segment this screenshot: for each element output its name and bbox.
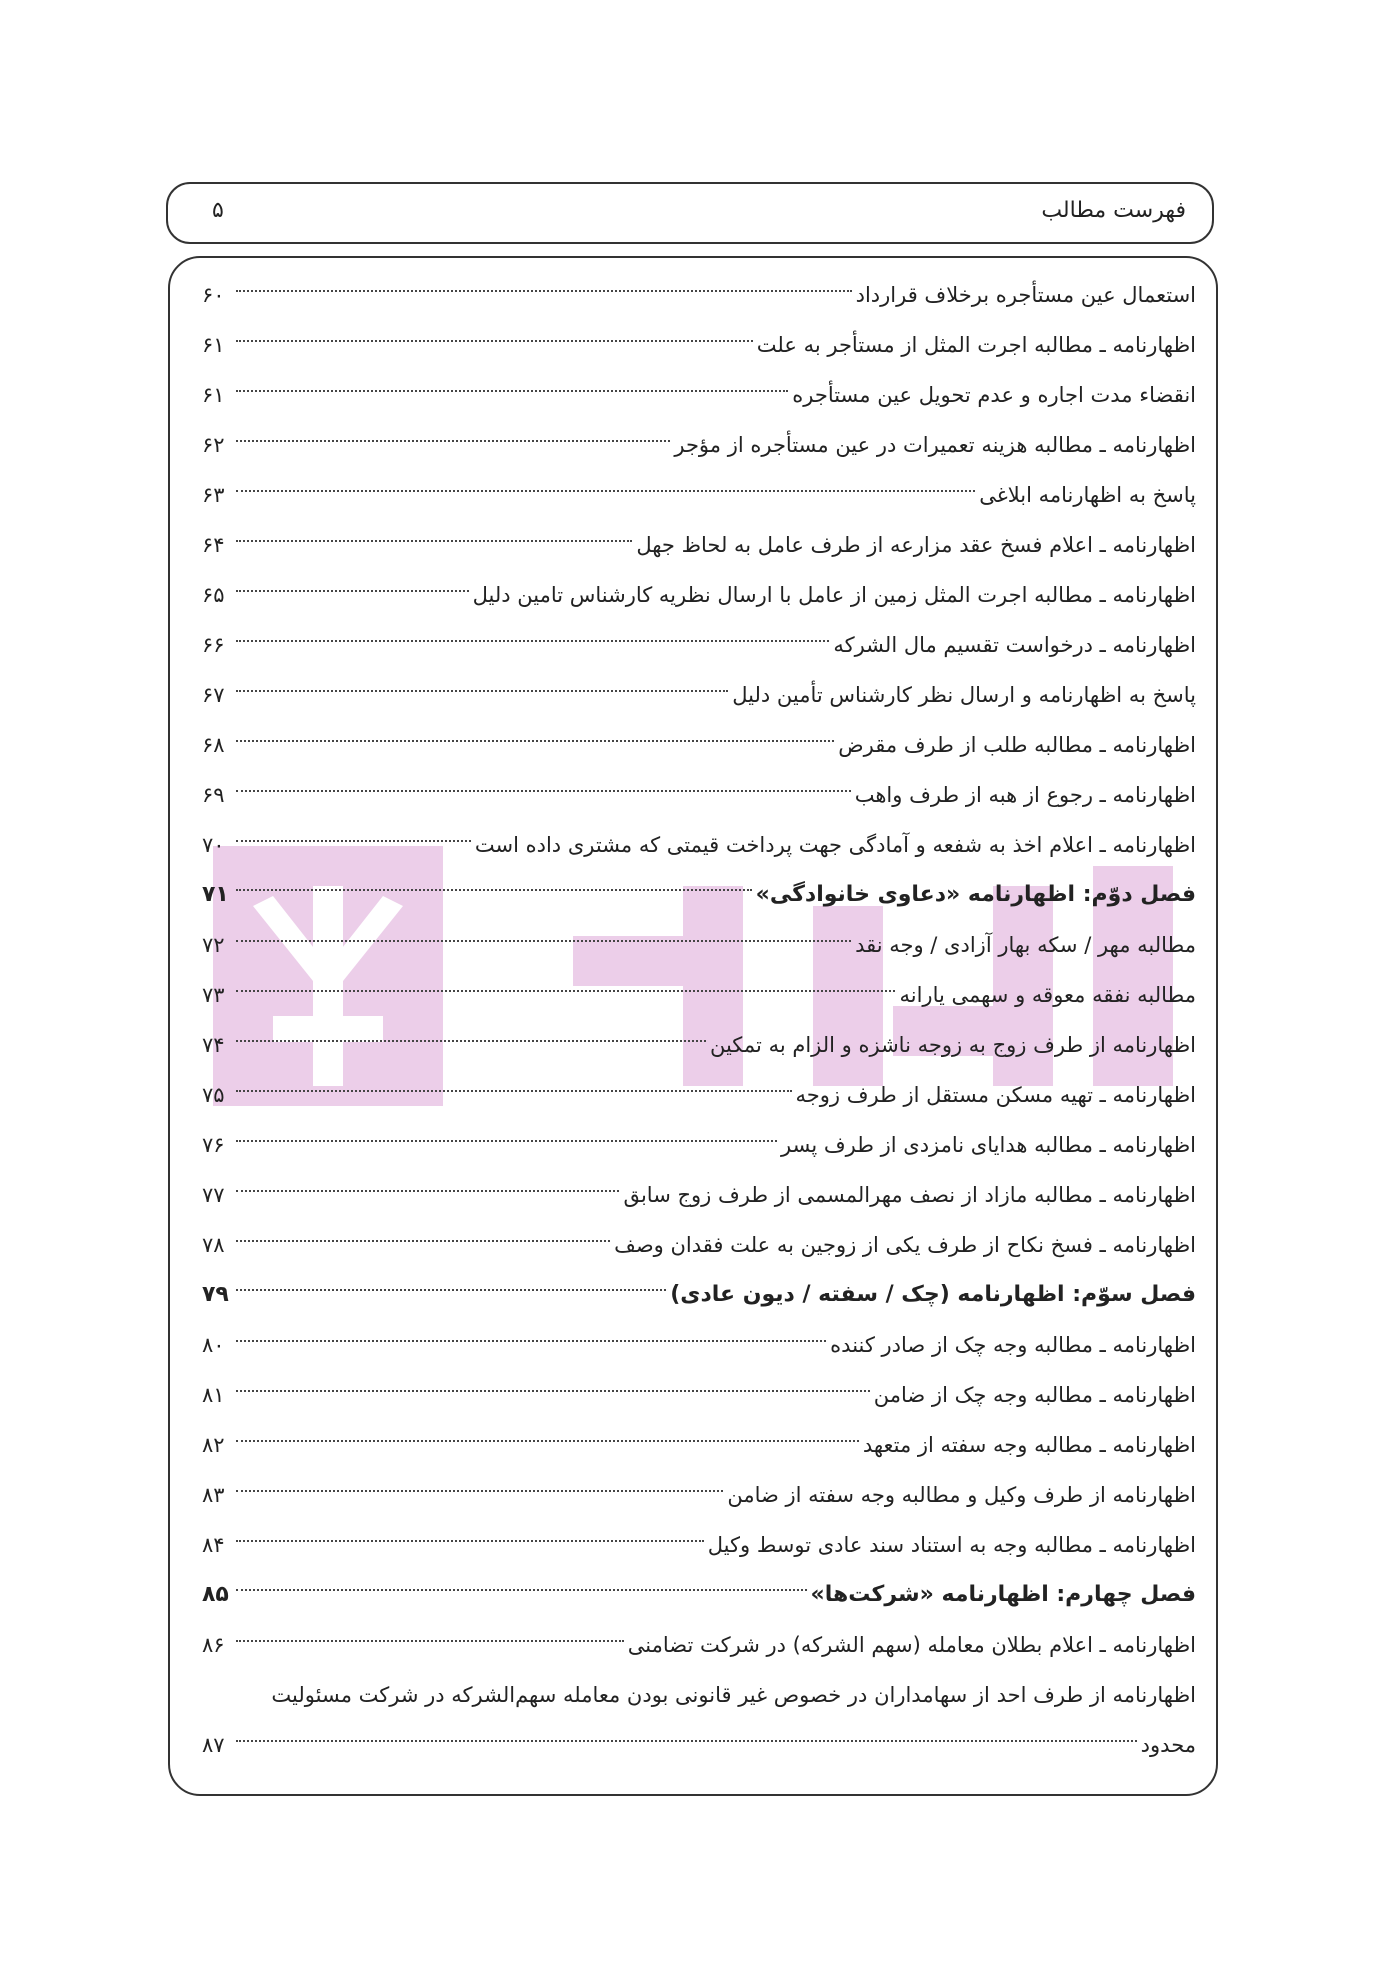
toc-entry — [202, 1670, 1196, 1720]
toc-entry — [202, 1620, 1196, 1670]
toc-entry-title: اظهارنامه ـ فسخ نکاح از طرف یکی از زوجین به علت فقدان وصف — [614, 1233, 1196, 1257]
dot-leader — [236, 1289, 666, 1291]
toc-entry — [202, 1370, 1196, 1420]
dot-leader — [236, 1190, 619, 1192]
toc-entry — [202, 370, 1196, 420]
dot-leader — [236, 990, 895, 992]
toc-entry — [202, 420, 1196, 470]
toc-entry — [202, 470, 1196, 520]
toc-entry-title: اظهارنامه ـ مطالبه وجه به استناد سند عادی توسط وکیل — [707, 1533, 1196, 1557]
toc-entry — [202, 620, 1196, 670]
toc-entry-page: ۶۷ — [202, 683, 225, 707]
toc-entry-title: اظهارنامه ـ تهیه مسکن مستقل از طرف زوجه — [795, 1083, 1196, 1107]
dot-leader — [236, 290, 852, 292]
dot-leader — [236, 440, 670, 442]
toc-entry-title: اظهارنامه ـ اعلام فسخ عقد مزارعه از طرف عامل به لحاظ جهل — [636, 533, 1196, 557]
toc-entry-page: ۶۰ — [202, 283, 225, 307]
dot-leader — [236, 1740, 1137, 1742]
dot-leader — [236, 1090, 792, 1092]
toc-entry-page: ۸۶ — [202, 1633, 225, 1657]
table-of-contents — [202, 270, 1196, 1770]
toc-chapter-heading — [202, 1570, 1196, 1620]
dot-leader — [236, 790, 851, 792]
toc-entry-page: ۷۵ — [202, 1083, 225, 1107]
toc-entry-page: ۸۲ — [202, 1433, 225, 1457]
toc-entry-title: اظهارنامه ـ مطالبه وجه چک از ضامن — [873, 1383, 1196, 1407]
toc-entry-title: فصل سوّم: اظهارنامه (چک / سفته / دیون عادی) — [670, 1282, 1196, 1307]
toc-entry — [202, 670, 1196, 720]
dot-leader — [236, 1440, 859, 1442]
dot-leader — [236, 390, 788, 392]
dot-leader — [236, 940, 851, 942]
toc-entry-page: ۸۷ — [202, 1733, 225, 1757]
toc-entry-title: محدود — [1140, 1733, 1196, 1757]
toc-entry-page: ۶۳ — [202, 483, 225, 507]
toc-entry-page: ۷۸ — [202, 1233, 225, 1257]
toc-entry — [202, 1220, 1196, 1270]
toc-entry-title: اظهارنامه از طرف احد از سهامداران در خصوص غیر قانونی بودن معامله سهم‌الشرکه در شرکت مسئولیت — [271, 1683, 1196, 1707]
dot-leader — [236, 340, 753, 342]
toc-entry-page: ۶۶ — [202, 633, 225, 657]
toc-entry-title: پاسخ به اظهارنامه و ارسال نظر کارشناس تأمین دلیل — [732, 683, 1196, 707]
toc-entry-page: ۶۴ — [202, 533, 225, 557]
toc-entry-title: اظهارنامه ـ مطالبه اجرت المثل از مستأجر به علت — [756, 333, 1196, 357]
toc-entry-title: اظهارنامه از طرف زوج به زوجه ناشزه و الزام به تمکین — [709, 1033, 1196, 1057]
toc-entry-title: اظهارنامه ـ اعلام بطلان معامله (سهم الشرکه) در شرکت تضامنی — [627, 1633, 1196, 1657]
dot-leader — [236, 1490, 723, 1492]
toc-entry — [202, 1070, 1196, 1120]
toc-entry-title: اظهارنامه ـ مطالبه طلب از طرف مقرض — [838, 733, 1196, 757]
toc-entry-title: فصل دوّم: اظهارنامه «دعاوی خانوادگی» — [755, 882, 1196, 907]
dot-leader — [236, 640, 829, 642]
toc-entry-page: ۶۵ — [202, 583, 225, 607]
toc-entry-page: ۶۲ — [202, 433, 225, 457]
toc-entry — [202, 970, 1196, 1020]
dot-leader — [236, 1240, 610, 1242]
toc-entry-title: اظهارنامه ـ مطالبه مازاد از نصف مهرالمسمی از طرف زوج سابق — [623, 1183, 1196, 1207]
toc-entry-page: ۸۳ — [202, 1483, 225, 1507]
toc-entry-page: ۶۱ — [202, 383, 225, 407]
dot-leader — [236, 840, 471, 842]
toc-entry — [202, 1420, 1196, 1470]
toc-entry-title: اظهارنامه ـ مطالبه اجرت المثل زمین از عامل با ارسال نظریه کارشناس تامین دلیل — [472, 583, 1196, 607]
toc-entry-title: اظهارنامه ـ رجوع از هبه از طرف واهب — [854, 783, 1196, 807]
toc-chapter-heading — [202, 1270, 1196, 1320]
dot-leader — [236, 1640, 624, 1642]
toc-entry — [202, 720, 1196, 770]
toc-entry — [202, 820, 1196, 870]
dot-leader — [236, 590, 469, 592]
toc-entry-page: ۷۰ — [202, 833, 225, 857]
toc-entry-page: ۸۵ — [202, 1582, 229, 1607]
toc-entry-page: ۶۱ — [202, 333, 225, 357]
toc-entry — [202, 1320, 1196, 1370]
toc-entry — [202, 770, 1196, 820]
toc-entry — [202, 570, 1196, 620]
toc-entry-page: ۶۸ — [202, 733, 225, 757]
toc-entry — [202, 1020, 1196, 1070]
toc-entry — [202, 270, 1196, 320]
toc-entry-page: ۸۱ — [202, 1383, 225, 1407]
toc-entry-page: ۸۰ — [202, 1333, 225, 1357]
dot-leader — [236, 1390, 870, 1392]
toc-entry-title: فصل چهارم: اظهارنامه «شرکت‌ها» — [810, 1582, 1196, 1607]
toc-entry-title: اظهارنامه ـ مطالبه هدایای نامزدی از طرف پسر — [781, 1133, 1196, 1157]
dot-leader — [236, 1589, 807, 1591]
toc-entry-continuation — [202, 1720, 1196, 1770]
toc-entry — [202, 1170, 1196, 1220]
toc-entry-page: ۷۹ — [202, 1282, 229, 1307]
dot-leader — [236, 1140, 777, 1142]
toc-entry-title: استعمال عین مستأجره برخلاف قرارداد — [855, 283, 1196, 307]
dot-leader — [236, 690, 728, 692]
toc-entry-page: ۷۷ — [202, 1183, 225, 1207]
toc-entry — [202, 1520, 1196, 1570]
toc-entry-page: ۸۴ — [202, 1533, 225, 1557]
dot-leader — [236, 740, 834, 742]
toc-entry-page: ۷۴ — [202, 1033, 225, 1057]
toc-entry — [202, 1470, 1196, 1520]
toc-entry-title: اظهارنامه از طرف وکیل و مطالبه وجه سفته از ضامن — [727, 1483, 1196, 1507]
toc-entry-page: ۷۳ — [202, 983, 225, 1007]
toc-entry-page: ۷۶ — [202, 1133, 225, 1157]
toc-entry-title: اظهارنامه ـ مطالبه وجه چک از صادر کننده — [830, 1333, 1196, 1357]
dot-leader — [236, 540, 632, 542]
toc-entry-title: مطالبه مهر / سکه بهار آزادی / وجه نقد — [855, 933, 1196, 957]
toc-entry-title: پاسخ به اظهارنامه ابلاغی — [979, 483, 1196, 507]
dot-leader — [236, 1540, 704, 1542]
toc-entry-page: ۷۱ — [202, 882, 229, 907]
toc-entry-page: ۷۲ — [202, 933, 225, 957]
header-page-number: ۵ — [212, 198, 224, 223]
toc-entry-title: اظهارنامه ـ درخواست تقسیم مال الشرکه — [833, 633, 1196, 657]
toc-entry-title: انقضاء مدت اجاره و عدم تحویل عین مستأجره — [792, 383, 1196, 407]
page-header — [166, 182, 1214, 244]
toc-chapter-heading — [202, 870, 1196, 920]
dot-leader — [236, 1340, 826, 1342]
toc-entry — [202, 320, 1196, 370]
header-title: فهرست مطالب — [1041, 198, 1186, 223]
toc-entry — [202, 520, 1196, 570]
toc-entry — [202, 1120, 1196, 1170]
dot-leader — [236, 490, 975, 492]
toc-entry — [202, 920, 1196, 970]
dot-leader — [236, 889, 752, 891]
dot-leader — [236, 1040, 706, 1042]
toc-entry-title: اظهارنامه ـ مطالبه هزینه تعمیرات در عین مستأجره از مؤجر — [674, 433, 1196, 457]
toc-entry-page: ۶۹ — [202, 783, 225, 807]
toc-entry-title: اظهارنامه ـ مطالبه وجه سفته از متعهد — [862, 1433, 1196, 1457]
toc-entry-title: مطالبه نفقه معوقه و سهمی یارانه — [899, 983, 1196, 1007]
toc-entry-title: اظهارنامه ـ اعلام اخذ به شفعه و آمادگی جهت پرداخت قیمتی که مشتری داده است — [474, 833, 1196, 857]
